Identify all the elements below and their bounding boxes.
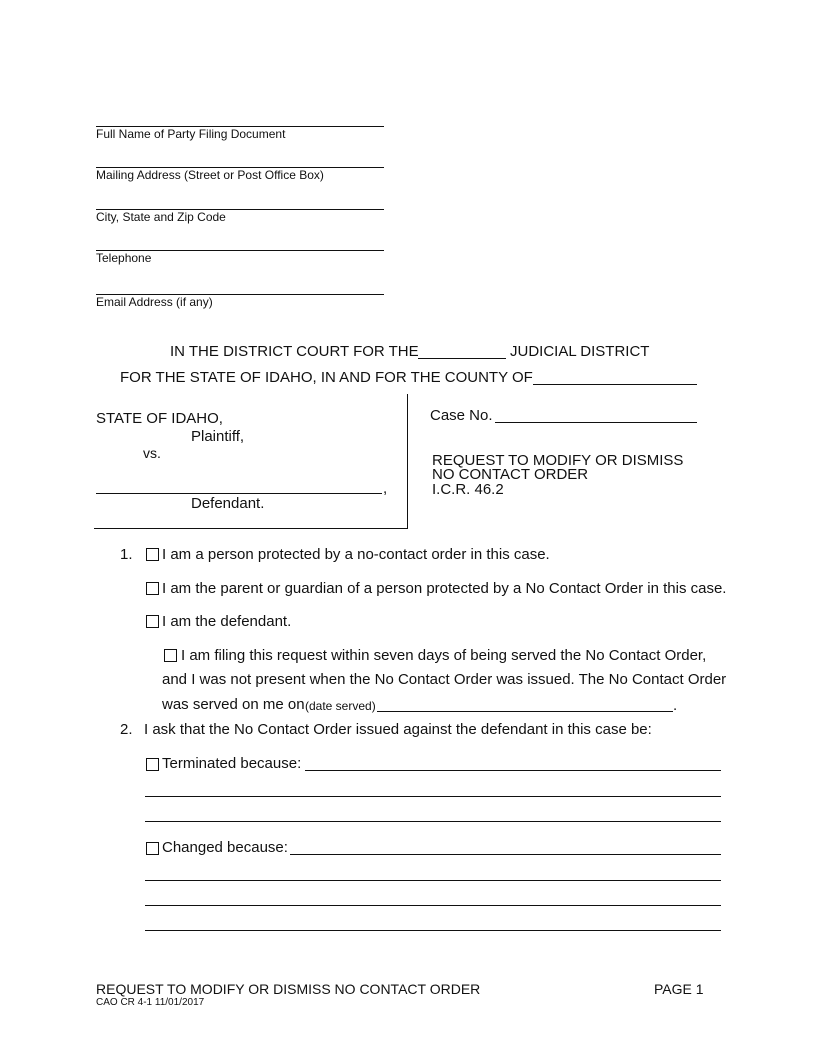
defendant-name-line[interactable] (96, 493, 382, 494)
footer-form-id: CAO CR 4-1 11/01/2017 (96, 997, 205, 1008)
caption-bottom-rule (94, 528, 407, 529)
seven-days-label-line2: and I was not present when the No Contact Order was issued. The No Contact Order (162, 671, 727, 688)
changed-reason-line3[interactable] (145, 905, 721, 906)
date-served-blank[interactable] (377, 711, 673, 712)
versus-label: vs. (143, 445, 161, 461)
seven-days-label-line1: I am filing this request within seven days of being served the No Contact Order, (181, 647, 707, 664)
caption-vertical-divider (407, 394, 408, 529)
document-title-line2: NO CONTACT ORDER (432, 466, 589, 483)
date-served-period: . (673, 697, 678, 714)
defendant-role: Defendant. (191, 495, 265, 512)
changed-reason-line4[interactable] (145, 930, 721, 931)
page-number: PAGE 1 (654, 981, 704, 997)
defendant-checkbox[interactable] (146, 615, 159, 628)
terminated-label: Terminated because: (162, 755, 302, 772)
terminated-checkbox[interactable] (146, 758, 159, 771)
parent-guardian-checkbox[interactable] (146, 582, 159, 595)
judicial-district-blank[interactable] (418, 358, 506, 359)
parent-guardian-label: I am the parent or guardian of a person protected by a No Contact Order in this case. (162, 580, 727, 597)
changed-label: Changed because: (162, 839, 288, 856)
protected-person-label: I am a person protected by a no-contact order in this case. (162, 546, 550, 563)
changed-reason-line1[interactable] (290, 854, 721, 855)
plaintiff-name: STATE OF IDAHO, (96, 410, 223, 427)
protected-person-checkbox[interactable] (146, 548, 159, 561)
defendant-option-label: I am the defendant. (162, 613, 292, 630)
court-heading-line2-prefix: FOR THE STATE OF IDAHO, IN AND FOR THE COUNTY OF (120, 369, 533, 386)
telephone-label: Telephone (96, 251, 152, 265)
plaintiff-role: Plaintiff, (191, 428, 245, 445)
terminated-reason-line3[interactable] (145, 821, 721, 822)
item-1-number: 1. (120, 546, 133, 563)
email-label: Email Address (if any) (96, 295, 213, 309)
mailing-address-label: Mailing Address (Street or Post Office Box) (96, 168, 324, 182)
item-2-intro: I ask that the No Contact Order issued against the defendant in this case be: (144, 721, 652, 738)
document-title-line1: REQUEST TO MODIFY OR DISMISS (432, 452, 684, 469)
changed-checkbox[interactable] (146, 842, 159, 855)
full-name-label: Full Name of Party Filing Document (96, 127, 286, 141)
changed-reason-line2[interactable] (145, 880, 721, 881)
court-heading-line1-prefix: IN THE DISTRICT COURT FOR THE (170, 343, 419, 360)
case-number-blank[interactable] (495, 422, 697, 423)
city-state-zip-label: City, State and Zip Code (96, 210, 226, 224)
item-2-number: 2. (120, 721, 133, 738)
defendant-comma: , (383, 480, 388, 497)
county-blank[interactable] (533, 384, 697, 385)
seven-days-label-line3: was served on me on (162, 696, 305, 713)
court-heading-line1-suffix: JUDICIAL DISTRICT (510, 343, 650, 360)
terminated-reason-line1[interactable] (305, 770, 721, 771)
terminated-reason-line2[interactable] (145, 796, 721, 797)
footer-title: REQUEST TO MODIFY OR DISMISS NO CONTACT ORDER (96, 981, 481, 997)
case-number-label: Case No. (430, 407, 493, 424)
date-served-hint: (date served) (305, 699, 376, 713)
seven-days-checkbox[interactable] (164, 649, 177, 662)
document-title-line3: I.C.R. 46.2 (432, 481, 504, 498)
